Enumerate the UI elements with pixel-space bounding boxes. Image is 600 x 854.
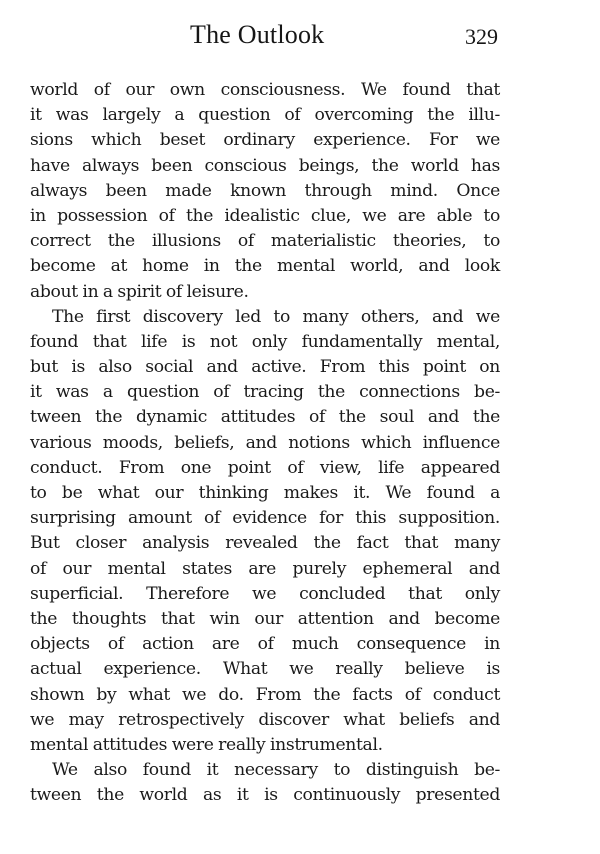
text-line: found that life is not only fundamentally mental, xyxy=(30,331,500,352)
text-line: The first discovery led to many others, and we xyxy=(52,306,500,327)
text-line: various moods, beliefs, and notions which influence xyxy=(30,432,500,453)
text-line: become at home in the mental world, and look xyxy=(30,256,500,277)
paragraph xyxy=(30,758,500,808)
text-line: We also found it necessary to distinguish be- xyxy=(52,760,500,781)
text-line: tween the world as it is continuously presented xyxy=(30,785,500,806)
text-line: to be what our thinking makes it. We found a xyxy=(30,483,500,503)
text-line: superficial. Therefore we concluded that only xyxy=(30,583,500,604)
text-line: it was largely a question of overcoming the illu- xyxy=(30,105,500,126)
running-title: The Outlook xyxy=(190,20,325,49)
text-line: in possession of the idealistic clue, we are able to xyxy=(30,205,500,226)
paragraph xyxy=(30,305,500,758)
body-text xyxy=(30,78,500,808)
text-line: always been made known through mind. Once xyxy=(30,180,500,201)
paragraph xyxy=(30,78,500,305)
text-line: of our mental states are purely ephemeral and xyxy=(30,558,500,579)
text-line: tween the dynamic attitudes of the soul and the xyxy=(30,407,500,428)
text-line: world of our own consciousness. We found that xyxy=(30,80,500,100)
text-line: actual experience. What we really believe is xyxy=(30,659,500,680)
text-line: correct the illusions of materialistic theories, to xyxy=(30,231,500,252)
text-line: conduct. From one point of view, life appeared xyxy=(30,457,500,478)
page-header xyxy=(30,20,500,56)
text-line: objects of action are of much consequence in xyxy=(30,634,500,655)
page-number: 329 xyxy=(465,24,498,49)
text-line: sions which beset ordinary experience. For we xyxy=(30,130,500,151)
text-line: about in a spirit of leisure. xyxy=(30,281,249,302)
text-line: But closer analysis revealed the fact that many xyxy=(30,533,500,554)
text-line: surprising amount of evidence for this supposition. xyxy=(30,508,500,529)
text-line: shown by what we do. From the facts of conduct xyxy=(30,684,500,705)
text-line: we may retrospectively discover what beliefs and xyxy=(30,709,500,730)
text-line: it was a question of tracing the connections be- xyxy=(30,382,500,403)
text-line: have always been conscious beings, the world has xyxy=(30,155,500,176)
text-line: but is also social and active. From this point on xyxy=(30,357,500,378)
text-line: the thoughts that win our attention and become xyxy=(30,608,500,629)
text-line: mental attitudes were really instrumental. xyxy=(30,734,383,755)
